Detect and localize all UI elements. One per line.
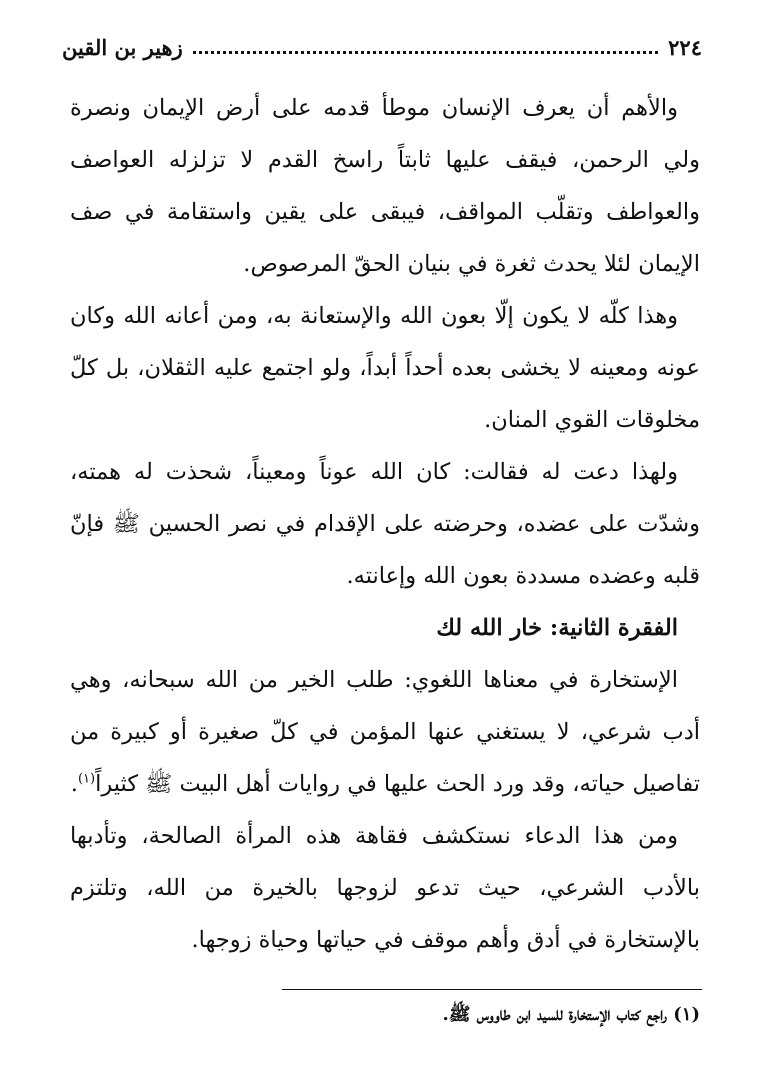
- footnote-separator: [282, 989, 702, 990]
- paragraph-end-punct: .: [70, 771, 78, 797]
- paragraph-text: الإستخارة في معناها اللغوي: طلب الخير من الله سبحانه، وهي أدب شرعي، لا يستغني عنها المؤمن في كلّ صغيرة أو كبيرة من تفاصيل حياته، وقد ورد الحث عليها في روايات أهل البيت ﷺ كثيراً: [70, 667, 700, 797]
- paragraph: والأهم أن يعرف الإنسان موطأ قدمه على أرض الإيمان ونصرة ولي الرحمن، فيقف عليها ثابتاً راسخ القدم لا تزلزله العواصف والعواطف وتقلّب المواقف، فيبقى على يقين واستقامة في صف الإيمان لئلا يحدث ثغرة في بنيان الحقّ المرصوص.: [70, 95, 700, 277]
- header-dotted-leader: [193, 37, 658, 54]
- running-title: زهير بن القين: [62, 34, 183, 60]
- paragraph: ومن هذا الدعاء نستكشف فقاهة هذه المرأة الصالحة، وتأدبها بالأدب الشرعي، حيث تدعو لزوجها بالخيرة من الله، وتلتزم بالإستخارة في أدق وأهم موقف في حياتها وحياة زوجها.: [70, 823, 700, 953]
- paragraph: [70, 654, 700, 810]
- body-text: [70, 82, 700, 966]
- footnote: (١) راجع كتاب الإستخارة للسيد ابن طاووس ﷺ.: [442, 1004, 700, 1025]
- section-heading: الفقرة الثانية: خار الله لك: [436, 615, 678, 641]
- paragraph: وهذا كلّه لا يكون إلّا بعون الله والإستعانة به، ومن أعانه الله وكان عونه ومعينه لا يخشى بعده أحداً أبداً، ولو اجتمع عليه الثقلان، بل كلّ مخلوقات القوي المنان.: [70, 303, 700, 433]
- page-number: ٢٢٤: [668, 34, 702, 60]
- page-header: [62, 30, 702, 64]
- paragraph: ولهذا دعت له فقالت: كان الله عوناً ومعيناً، شحذت له همته، وشدّت على عضده، وحرضته على الإقدام في نصر الحسين ﷺ فإنّ قلبه وعضده مسددة بعون الله وإعانته.: [70, 459, 700, 589]
- footnote-reference: (١): [77, 771, 96, 787]
